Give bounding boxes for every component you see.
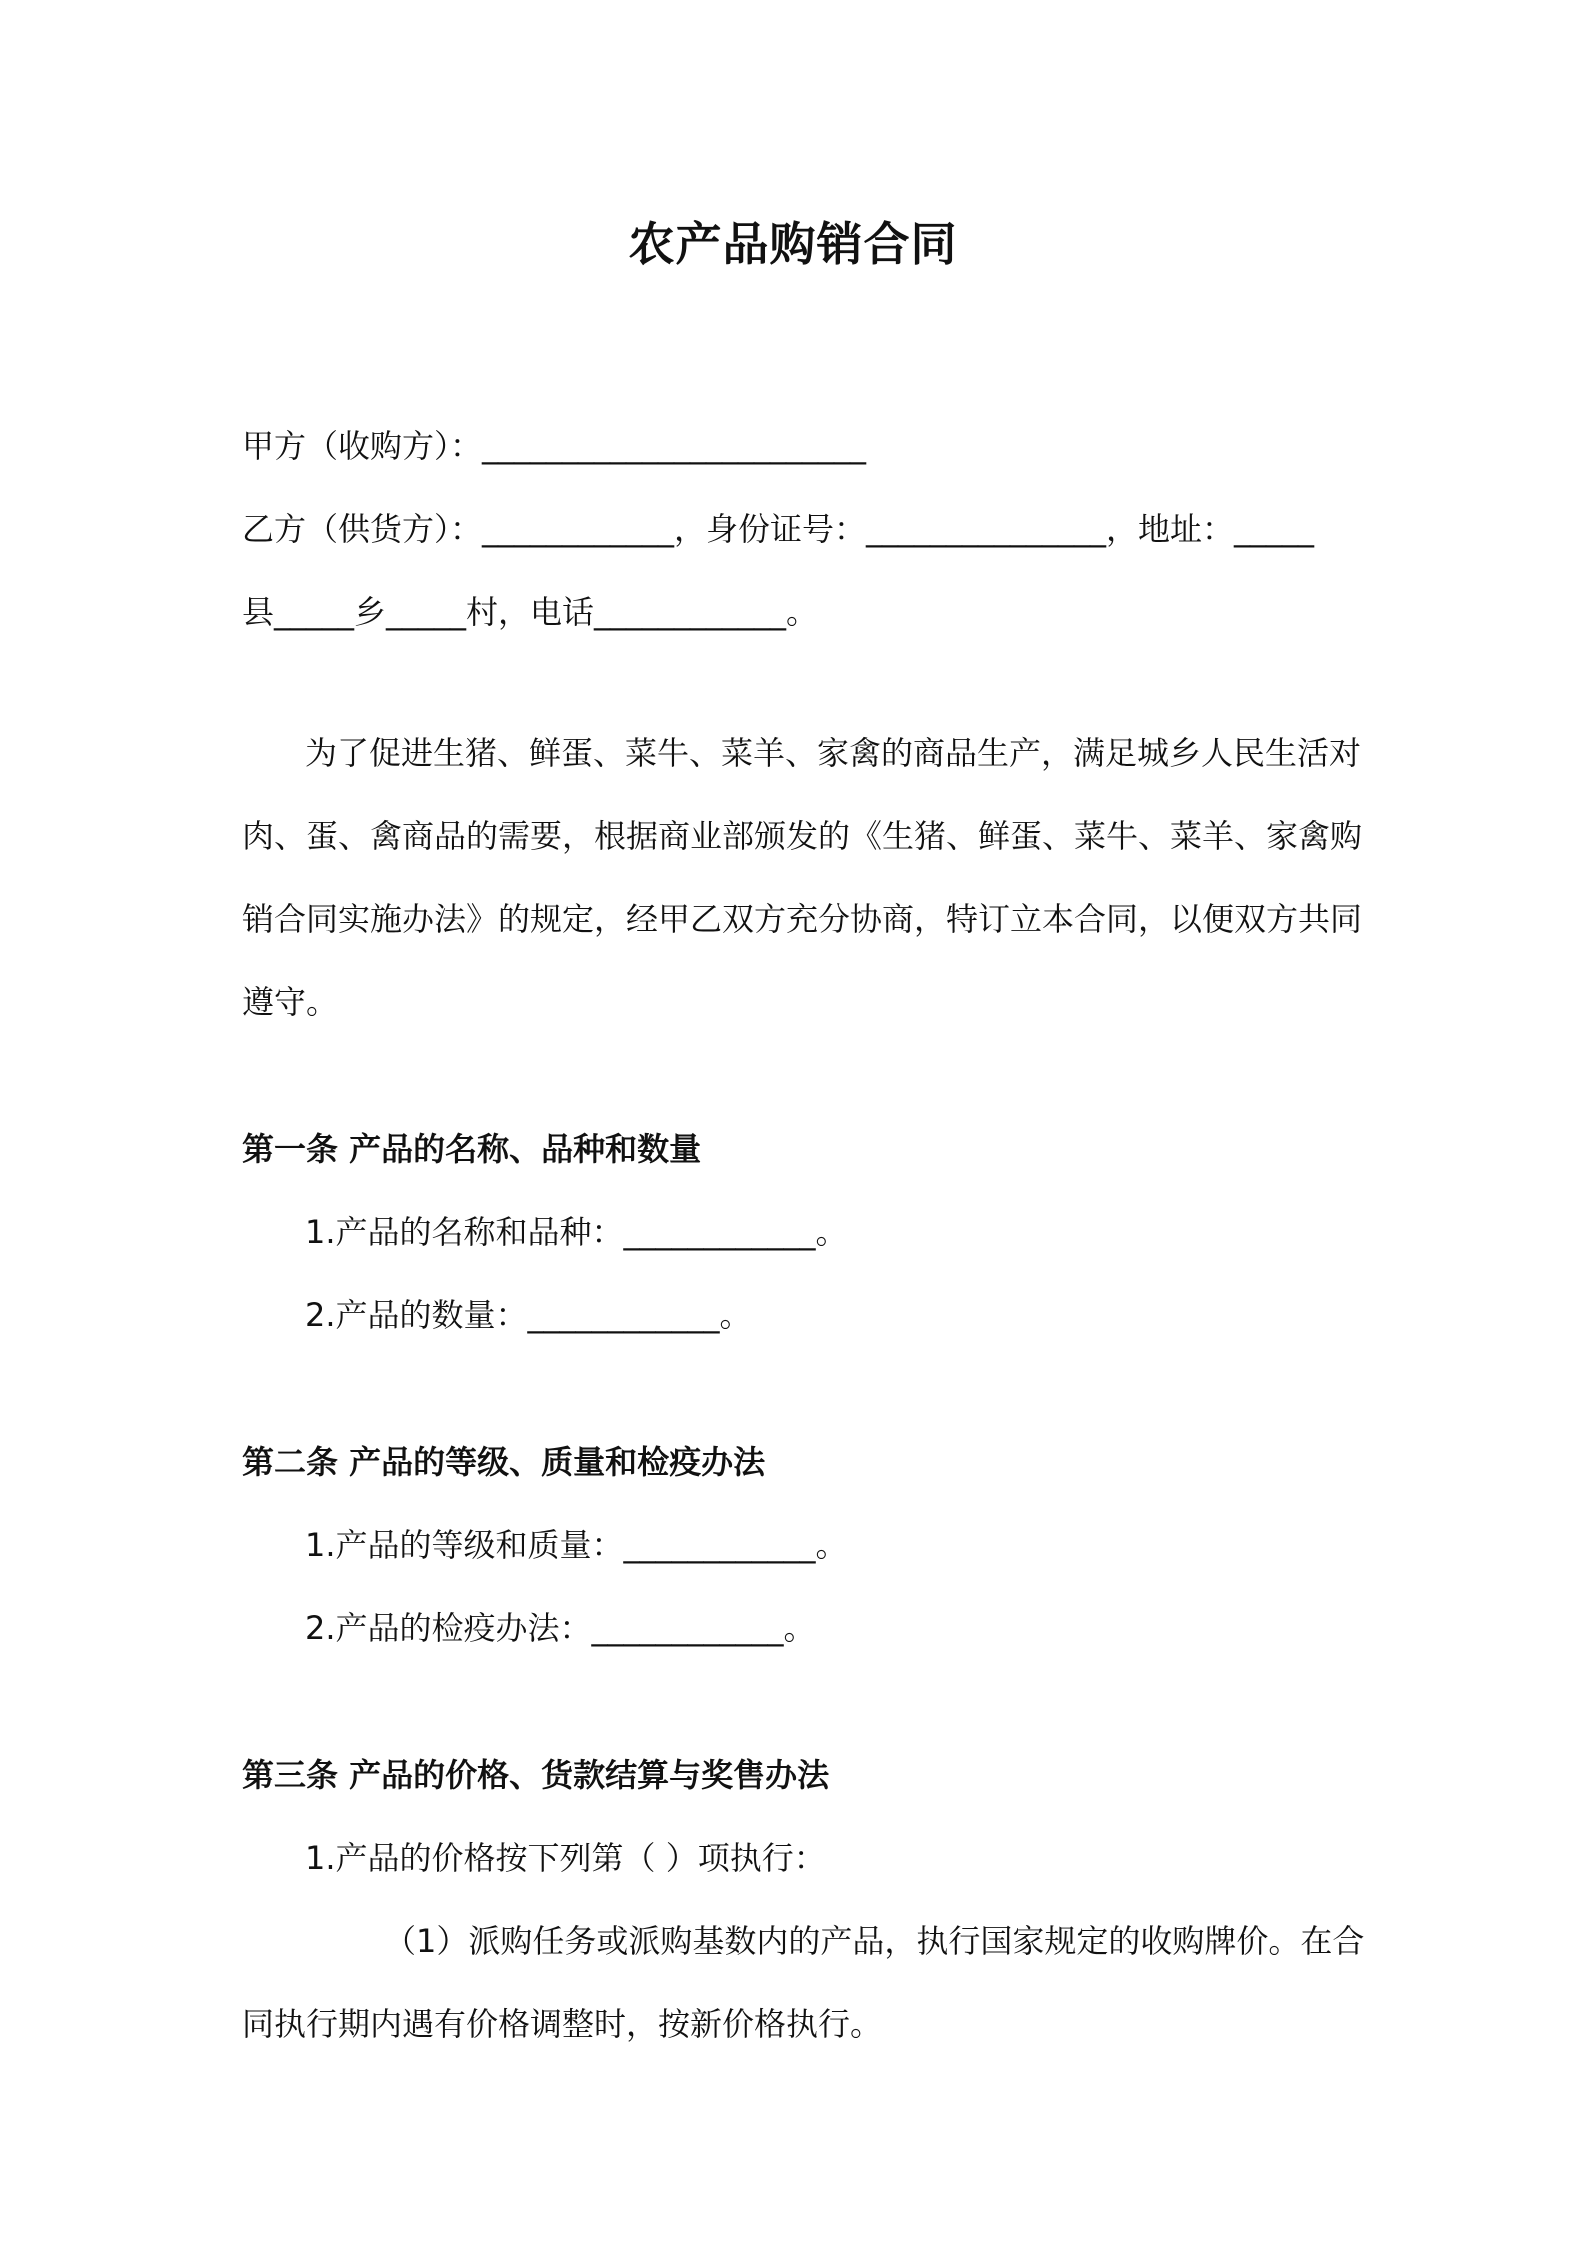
preamble-line-2: 肉、蛋、禽商品的需要，根据商业部颁发的《生猪、鲜蛋、菜牛、菜羊、家禽购 bbox=[242, 817, 1363, 855]
article-1-item-2: 2.产品的数量：____________。 bbox=[305, 1296, 752, 1334]
party-b-line-1: 乙方（供货方）：____________，身份证号：_______________，地址：_____ bbox=[242, 510, 1315, 548]
article-1-heading: 第一条 产品的名称、品种和数量 bbox=[242, 1130, 702, 1168]
document-title: 农产品购销合同 bbox=[628, 217, 958, 271]
article-3-heading: 第三条 产品的价格、货款结算与奖售办法 bbox=[242, 1756, 830, 1794]
preamble-line-3: 销合同实施办法》的规定，经甲乙双方充分协商，特订立本合同，以便双方共同 bbox=[242, 900, 1363, 938]
article-2-item-1: 1.产品的等级和质量：____________。 bbox=[305, 1526, 848, 1564]
article-2-item-2: 2.产品的检疫办法：____________。 bbox=[305, 1609, 816, 1647]
article-2-heading: 第二条 产品的等级、质量和检疫办法 bbox=[242, 1443, 766, 1481]
article-3-sub-1-line-2: 同执行期内遇有价格调整时，按新价格执行。 bbox=[242, 2005, 883, 2043]
party-a-line: 甲方（收购方）：________________________ bbox=[242, 427, 867, 465]
party-b-line-2: 县_____乡_____村，电话____________。 bbox=[242, 593, 819, 631]
preamble-line-1: 为了促进生猪、鲜蛋、菜牛、菜羊、家禽的商品生产，满足城乡人民生活对 bbox=[305, 734, 1362, 772]
article-3-item-1: 1.产品的价格按下列第（ ）项执行： bbox=[305, 1839, 826, 1877]
preamble-line-4: 遵守。 bbox=[242, 983, 339, 1021]
article-1-item-1: 1.产品的名称和品种：____________。 bbox=[305, 1213, 848, 1251]
article-3-sub-1-line-1: （1）派购任务或派购基数内的产品，执行国家规定的收购牌价。在合 bbox=[384, 1922, 1365, 1960]
